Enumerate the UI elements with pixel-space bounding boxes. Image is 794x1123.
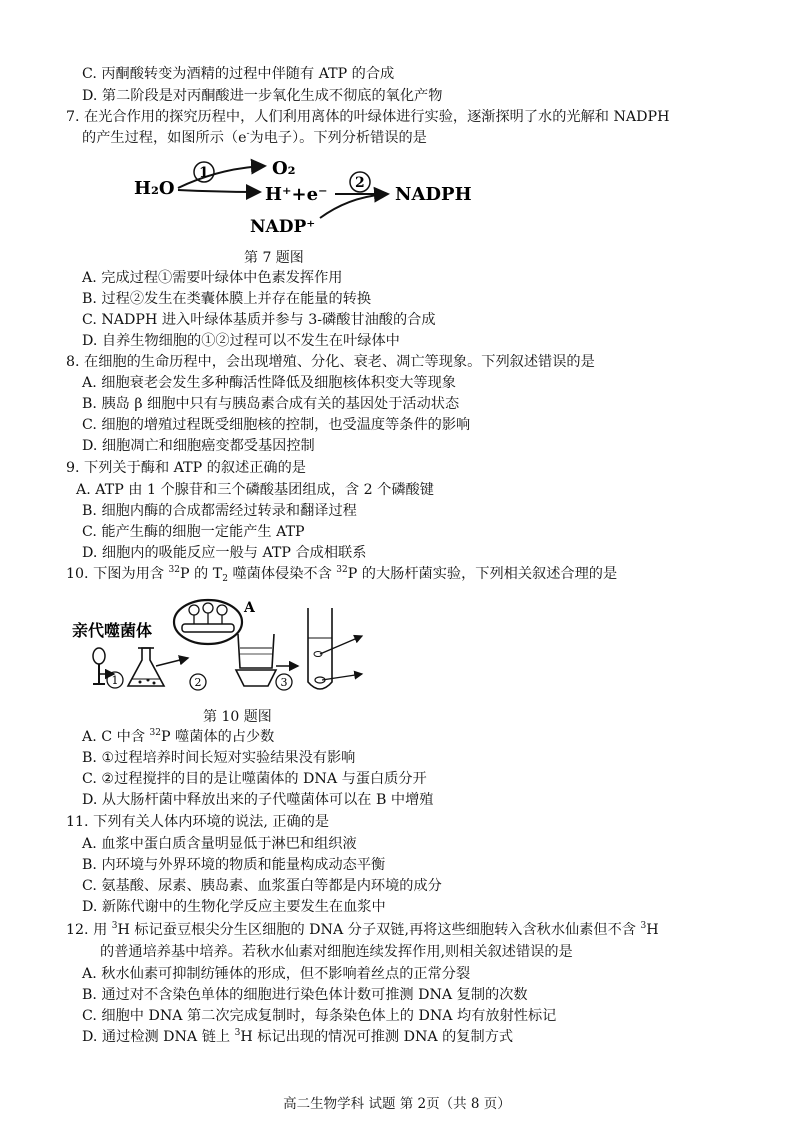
q9-option-d: D. 细胞内的吸能反应一般与 ATP 合成相联系: [82, 545, 367, 561]
figure-10-diagram: [72, 596, 372, 704]
q10-option-c: C. ②过程搅拌的目的是让噬菌体的 DNA 与蛋白质分开: [82, 771, 427, 787]
fig10-step3: 3: [280, 676, 288, 689]
fig10-test-tube-icon: [308, 608, 362, 689]
fig10-flask-icon: [128, 648, 164, 686]
q12-option-a: A. 秋水仙素可抑制纺锤体的形成，但不影响着丝点的正常分裂: [82, 966, 471, 982]
q11-option-b: B. 内环境与外界环境的物质和能量构成动态平衡: [82, 857, 386, 873]
fig10-magnified-cell-icon: [174, 600, 242, 644]
fig7-arrow-o2: [178, 166, 265, 188]
q10-option-d: D. 从大肠杆菌中释放出来的子代噬菌体可以在 B 中增殖: [82, 792, 434, 808]
q12-option-b: B. 通过对不含染色单体的细胞进行染色体计数可推测 DNA 复制的次数: [82, 987, 528, 1003]
q6-option-c: C. 丙酮酸转变为酒精的过程中伴随有 ATP 的合成: [82, 66, 395, 82]
fig7-h2o: H₂O: [134, 178, 175, 199]
q7-stem-cont: 的产生过程，如图所示（e-为电子）。下列分析错误的是: [82, 129, 427, 146]
q10-option-a: A. C 中含 $^{32}$P 噬菌体的占少数: [82, 728, 275, 745]
q7-option-b: B. 过程②发生在类囊体膜上并存在能量的转换: [82, 291, 372, 307]
q6-option-d: D. 第二阶段是对丙酮酸进一步氧化生成不彻底的氧化产物: [82, 88, 443, 104]
q10-figure-caption: 第 10 题图: [203, 709, 272, 725]
fig7-nadp-plus: NADP⁺: [250, 217, 316, 237]
page-footer: 高二生物学科 试题 第 2页（共 8 页）: [283, 1096, 511, 1112]
fig7-step1: 1: [199, 165, 209, 181]
fig10-step2: 2: [194, 676, 202, 689]
q12-option-c: C. 细胞中 DNA 第二次完成复制时，每条染色体上的 DNA 均有放射性标记: [82, 1008, 557, 1024]
q7-figure-caption: 第 7 题图: [244, 250, 304, 266]
q11-option-c: C. 氨基酸、尿素、胰岛素、血浆蛋白等都是内环境的成分: [82, 878, 442, 894]
q8-option-a: A. 细胞衰老会发生多种酶活性降低及细胞核体积变大等现象: [82, 375, 456, 391]
fig10-step1: 1: [111, 674, 119, 687]
q9-option-a: A. ATP 由 1 个腺苷和三个磷酸基团组成，含 2 个磷酸键: [76, 482, 434, 498]
fig10-arrow-2: [156, 658, 188, 666]
q11-option-d: D. 新陈代谢中的生物化学反应主要发生在血浆中: [82, 899, 386, 915]
q7-stem: 7. 在光合作用的探究历程中，人们利用离体的叶绿体进行实验，逐渐探明了水的光解和 NADPH: [66, 109, 670, 125]
fig10-blender-icon: [236, 634, 276, 686]
q8-stem: 8. 在细胞的生命历程中，会出现增殖、分化、衰老、凋亡等现象。下列叙述错误的是: [66, 354, 595, 370]
q8-option-c: C. 细胞的增殖过程既受细胞核的控制，也受温度等条件的影响: [82, 417, 471, 433]
fig7-hplus: H⁺+e⁻: [265, 184, 328, 205]
q7-option-d: D. 自养生物细胞的①②过程可以不发生在叶绿体中: [82, 333, 400, 349]
q9-option-b: B. 细胞内酶的合成都需经过转录和翻译过程: [82, 503, 357, 519]
fig7-arrow-h: [178, 190, 260, 192]
fig10-label-a: A: [244, 600, 255, 616]
q8-option-b: B. 胰岛 β 细胞中只有与胰岛素合成有关的基因处于活动状态: [82, 396, 460, 412]
q8-option-d: D. 细胞凋亡和细胞癌变都受基因控制: [82, 438, 315, 454]
figure-7-diagram: [120, 150, 500, 245]
q7-option-c: C. NADPH 进入叶绿体基质并参与 3-磷酸甘油酸的合成: [82, 312, 436, 328]
q9-stem: 9. 下列关于酶和 ATP 的叙述正确的是: [66, 460, 306, 476]
fig10-parent-label: 亲代噬菌体: [72, 621, 153, 640]
fig7-nadph: NADPH: [395, 184, 472, 205]
q10-stem: 10. 下图为用含 $^{32}$P 的 $T_2$ 噬菌体侵染不含 $^{32}$P 的大肠杆菌实验，下列相关叙述合理的是: [66, 565, 618, 584]
fig7-o2: O₂: [272, 158, 296, 179]
fig7-step2: 2: [355, 175, 365, 191]
q12-option-d: D. 通过检测 DNA 链上 $^3$H 标记出现的情况可推测 DNA 的复制方式: [82, 1028, 514, 1045]
q12-stem: 12. 用 $^3$H 标记蚕豆根尖分生区细胞的 DNA 分子双链,再将这些细胞转入含秋水仙素但不含 $^3$H: [66, 921, 659, 938]
q10-option-b: B. ①过程培养时间长短对实验结果没有影响: [82, 750, 356, 766]
q9-option-c: C. 能产生酶的细胞一定能产生 ATP: [82, 524, 305, 540]
q11-option-a: A. 血浆中蛋白质含量明显低于淋巴和组织液: [82, 836, 357, 852]
q12-stem-cont: 的普通培养基中培养。若秋水仙素对细胞连续发挥作用,则相关叙述错误的是: [100, 944, 573, 960]
q7-option-a: A. 完成过程①需要叶绿体中色素发挥作用: [82, 270, 343, 286]
q11-stem: 11. 下列有关人体内环境的说法, 正确的是: [66, 814, 330, 830]
fig7-arrow-nadph: [320, 194, 388, 218]
